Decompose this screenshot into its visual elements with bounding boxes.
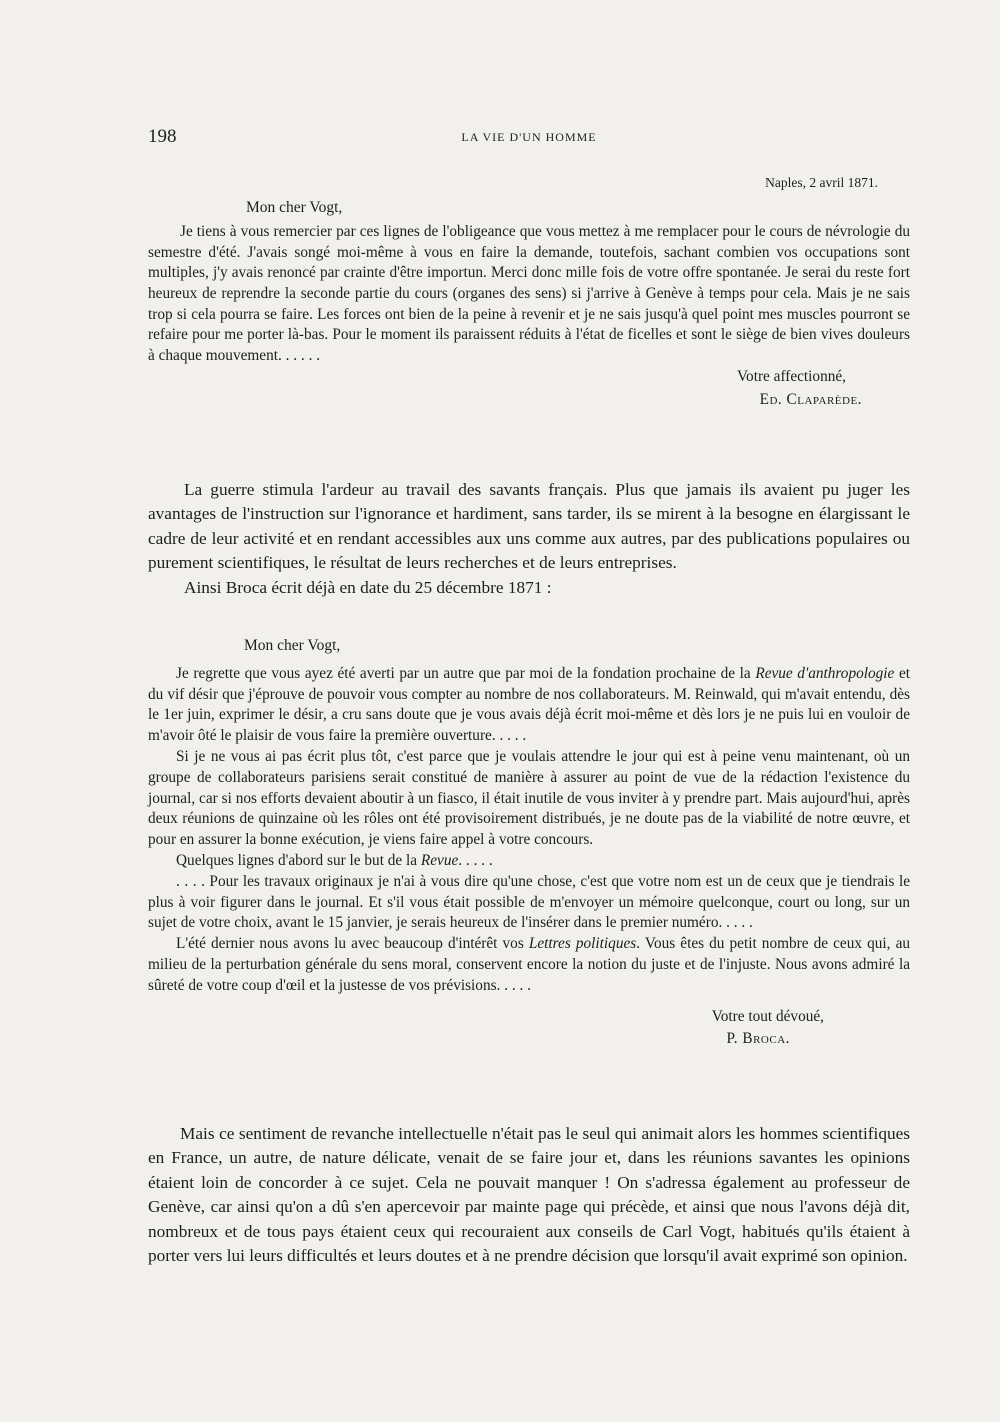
running-title: LA VIE D'UN HOMME	[461, 130, 597, 144]
letter-paragraph: Si je ne vous ai pas écrit plus tôt, c'est parce que je voulais attendre le jour qui est à peine venu maintenant, où un groupe de collaborateurs parisiens serait constitué de manière à assurer au point de vue de la rédaction l'existence du journal, car si nos efforts devaient aboutir à un fiasco, il était inutile de vous inviter à y prendre part. Mais aujourd'hui, après deux réunions de quinzaine où les rôles ont été provisoirement distribués, je ne doute pas de la viabilité de notre œuvre, et pour en assurer la bonne exécution, je viens faire appel à votre concours.	[148, 747, 910, 849]
letter-paragraph	[148, 934, 910, 996]
work-title: Lettres politiques	[528, 935, 637, 953]
letter-paragraph	[148, 851, 910, 872]
letter-text: L'été dernier nous avons lu avec beaucoup d'intérêt vos	[176, 935, 529, 953]
letter-text: . Vous êtes du petit nombre de ceux qui, au milieu de la perturbation générale du sens moral, conservent encore la notion du juste et de l'injuste. Nous avons admiré la sûreté de votre coup d'œil et la justesse de vos prévisions. . . . .	[148, 935, 911, 994]
letter-paragraph: . . . . Pour les travaux originaux je n'ai à vous dire qu'une chose, c'est que votre nom est un de ceux que je tiendrais le plus à voir figurer dans le journal. Et s'il vous était possible de m'envoyer un mémoire quelconque, court ou long, sur un sujet de votre choix, avant le 15 janvier, je serais heureux de l'insérer dans le premier numéro. . . . .	[148, 872, 910, 932]
page-number: 198	[148, 126, 177, 147]
letter-body: Je tiens à vous remercier par ces lignes de l'obligeance que vous mettez à me remplacer pour le cours de névrologie du semestre d'été. J'avais songé moi-même à vous en faire la demande, toutefois, sachant combien vos occupations sont multiples, j'y avais renoncé par crainte d'être importun. Merci donc mille fois de votre offre spontanée. Je serai du reste fort heureux de reprendre la seconde partie du cours (organes des sens) si j'arrive à Genève à temps pour cela. Mais je ne sais trop si cela pourra se faire. Les forces ont bien de la peine à revenir et je ne sais jusqu'à quel point mes muscles pourront se refaire pour me porter là-bas. Pour le moment ils paraissent réduits à l'état de ficelles et sont le siège de bien vives douleurs à chaque mouvement. . . . . .	[148, 223, 910, 364]
letter-paragraph	[148, 664, 910, 747]
narrative-section	[148, 1122, 910, 1268]
letter-closing: Votre tout dévoué,	[711, 1007, 824, 1025]
page-header	[148, 126, 910, 152]
letter-broca	[148, 636, 910, 1050]
journal-title: Revue	[420, 851, 459, 869]
narrative-section	[148, 478, 910, 600]
letter-closing: Votre affectionné,	[736, 368, 846, 386]
letter-text: . . . . .	[458, 851, 493, 869]
letter-text: et du vif désir que j'éprouve de pouvoir vous compter au nombre de nos collaborateurs. M. Reinwald, qui m'avait entendu, dès le 1er juin, exprimer le désir, a cru sans doute que je vous avais déjà écrit moi-même et dès lors je ne puis lui en vouloir de m'avoir ôté le plaisir de vous faire la première ouverture. . . . .	[148, 664, 910, 745]
letter-dateline: Naples, 2 avril 1871.	[765, 175, 878, 190]
narrative-paragraph: Mais ce sentiment de revanche intellectuelle n'était pas le seul qui animait alors les hommes scientifiques en France, un autre, de nature délicate, venait de se faire jour et, dans les réunions savantes les opinions étaient loin de concorder à ce sujet. Cela ne pouvait manquer ! On s'adressa également au professeur de Genève, car ainsi qu'on a dû s'en apercevoir par mainte page qui précède, et ainsi que nous l'avons déjà dit, nombreux et de tous pays étaient ceux qui recouraient aux conseils de Carl Vogt, habitués qu'ils étaient à porter vers lui leurs difficultés et leurs doutes et à ne prendre décision que lorsqu'il avait exprimé son opinion.	[148, 1124, 910, 1266]
letter-text: Quelques lignes d'abord sur le but de la	[176, 851, 421, 869]
letter-signature: P. Broca.	[726, 1030, 790, 1048]
narrative-paragraph: Ainsi Broca écrit déjà en date du 25 décembre 1871 :	[184, 577, 552, 597]
journal-title: Revue d'anthropologie	[755, 664, 895, 682]
letter-signature: Ed. Claparède.	[759, 390, 862, 408]
letter-salutation: Mon cher Vogt,	[246, 198, 343, 216]
letter-claparede	[148, 173, 910, 411]
letter-salutation: Mon cher Vogt,	[244, 637, 341, 654]
narrative-paragraph: La guerre stimula l'ardeur au travail des savants français. Plus que jamais ils avaient pu juger les avantages de l'instruction sur l'ignorance et hardiment, sans tarder, ils se mirent à la besogne en élargissant le cadre de leur activité et en rendant accessibles aux uns comme aux autres, par des publications populaires ou purement scientifiques, le résultat de leurs recherches et de leurs entreprises.	[148, 480, 910, 573]
letter-text: Je regrette que vous ayez été averti par un autre que par moi de la fondation prochaine de la	[176, 664, 756, 682]
